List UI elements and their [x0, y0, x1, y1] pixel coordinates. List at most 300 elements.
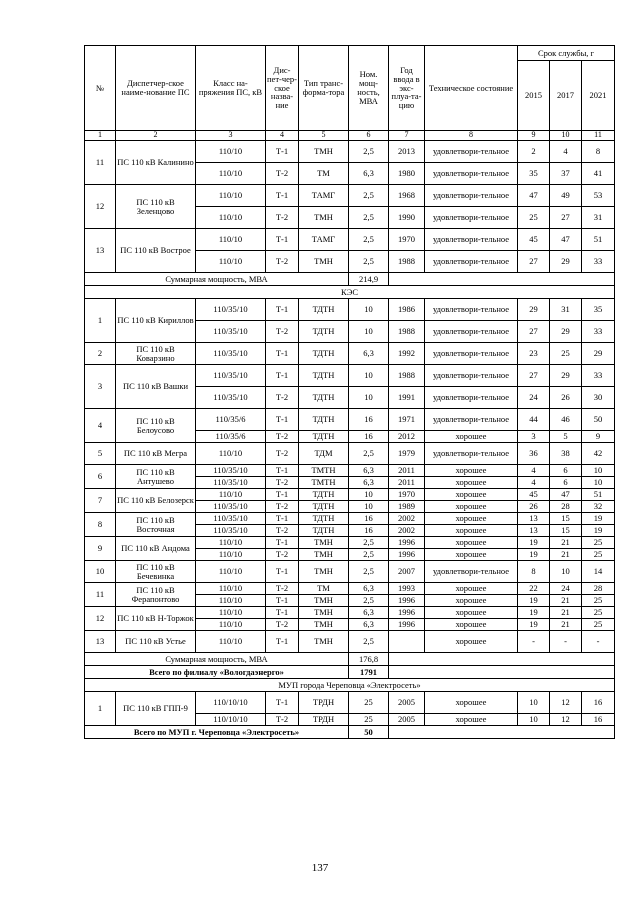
service-2017-cell: 49: [550, 185, 582, 207]
row-number: 6: [85, 465, 116, 489]
year-cell: 1986: [389, 299, 425, 321]
service-2017-cell: 6: [550, 477, 582, 489]
service-2021-cell: 51: [582, 229, 615, 251]
transformer-type-cell: ТДМ: [299, 443, 349, 465]
header-2017: 2017: [550, 61, 582, 131]
transformer-type-cell: ТМН: [299, 207, 349, 229]
row-number: 2: [85, 343, 116, 365]
table-row: [85, 443, 615, 465]
transformer-type-cell: ТМН: [299, 549, 349, 561]
power-cell: 16: [349, 431, 389, 443]
colnum: 8: [425, 131, 518, 141]
year-cell: 1996: [389, 595, 425, 607]
service-2021-cell: 31: [582, 207, 615, 229]
service-2017-cell: 29: [550, 321, 582, 343]
service-2021-cell: 33: [582, 251, 615, 273]
dispatch-name-cell: Т-1: [266, 343, 299, 365]
service-2021-cell: 33: [582, 321, 615, 343]
state-cell: удовлетвори-тельное: [425, 561, 518, 583]
power-cell: 10: [349, 365, 389, 387]
substation-name: ПС 110 кВ Антушево: [116, 465, 196, 489]
service-2017-cell: 12: [550, 714, 582, 726]
state-cell: удовлетвори-тельное: [425, 141, 518, 163]
table-row: [85, 343, 615, 365]
voltage-cell: 110/35/10: [196, 501, 266, 513]
year-cell: 2005: [389, 692, 425, 714]
year-cell: 1993: [389, 583, 425, 595]
service-2017-cell: 47: [550, 489, 582, 501]
transformer-type-cell: ТДТН: [299, 365, 349, 387]
dispatch-name-cell: Т-2: [266, 431, 299, 443]
voltage-cell: 110/10: [196, 561, 266, 583]
state-cell: удовлетвори-тельное: [425, 229, 518, 251]
transformer-type-cell: ТРДН: [299, 714, 349, 726]
header-state: Техническое состояние: [425, 46, 518, 131]
service-2015-cell: 24: [518, 387, 550, 409]
dispatch-name-cell: Т-2: [266, 619, 299, 631]
year-cell: 1988: [389, 321, 425, 343]
power-cell: 10: [349, 321, 389, 343]
state-cell: хорошее: [425, 549, 518, 561]
power-cell: 16: [349, 525, 389, 537]
transformer-type-cell: ТМН: [299, 619, 349, 631]
header-type: Тип транс-форма-тора: [299, 46, 349, 131]
transformer-type-cell: ТМН: [299, 595, 349, 607]
header-service: Срок службы, г: [518, 46, 615, 61]
table-row: [85, 537, 615, 549]
summary-row: [85, 666, 615, 679]
power-cell: 2,5: [349, 549, 389, 561]
header-year: Год ввода в экс-плуа-та-цию: [389, 46, 425, 131]
row-number: 5: [85, 443, 116, 465]
transformer-type-cell: ТДТН: [299, 513, 349, 525]
summary-label: Всего по филиалу «Вологдаэнерго»: [85, 666, 349, 679]
service-2017-cell: 27: [550, 207, 582, 229]
service-2015-cell: -: [518, 631, 550, 653]
table-row: [85, 365, 615, 387]
table-row: [85, 607, 615, 619]
service-2017-cell: 21: [550, 549, 582, 561]
colnum: 1: [85, 131, 116, 141]
row-number: 1: [85, 299, 116, 343]
colnum: 4: [266, 131, 299, 141]
substation-name: ПС 110 кВ Белоусово: [116, 409, 196, 443]
service-2021-cell: 29: [582, 343, 615, 365]
year-cell: 1971: [389, 409, 425, 431]
service-2021-cell: 32: [582, 501, 615, 513]
service-2015-cell: 8: [518, 561, 550, 583]
row-number: 12: [85, 185, 116, 229]
service-2017-cell: 29: [550, 365, 582, 387]
table-row: [85, 299, 615, 321]
state-cell: удовлетвори-тельное: [425, 387, 518, 409]
voltage-cell: 110/35/10: [196, 365, 266, 387]
year-cell: [389, 631, 425, 653]
service-2021-cell: 28: [582, 583, 615, 595]
transformer-type-cell: ТДТН: [299, 321, 349, 343]
dispatch-name-cell: Т-2: [266, 321, 299, 343]
substation-name: ПС 110 кВ Коварзино: [116, 343, 196, 365]
service-2015-cell: 19: [518, 619, 550, 631]
service-2021-cell: 35: [582, 299, 615, 321]
service-2021-cell: 33: [582, 365, 615, 387]
service-2015-cell: 27: [518, 321, 550, 343]
power-cell: 10: [349, 489, 389, 501]
state-cell: удовлетвори-тельное: [425, 299, 518, 321]
transformer-type-cell: ТРДН: [299, 692, 349, 714]
state-cell: удовлетвори-тельное: [425, 185, 518, 207]
dispatch-name-cell: Т-1: [266, 513, 299, 525]
power-cell: 2,5: [349, 229, 389, 251]
service-2017-cell: 37: [550, 163, 582, 185]
state-cell: хорошее: [425, 714, 518, 726]
year-cell: 2012: [389, 431, 425, 443]
service-2021-cell: 53: [582, 185, 615, 207]
transformer-table: [84, 45, 615, 739]
service-2017-cell: 38: [550, 443, 582, 465]
row-number: 1: [85, 692, 116, 726]
year-cell: 1970: [389, 489, 425, 501]
header-name: Диспетчер-ское наиме-нование ПС: [116, 46, 196, 131]
service-2015-cell: 13: [518, 513, 550, 525]
table-row: [85, 583, 615, 595]
summary-value: 176,8: [349, 653, 389, 666]
dispatch-name-cell: Т-2: [266, 207, 299, 229]
service-2021-cell: 25: [582, 619, 615, 631]
summary-empty: [389, 653, 615, 666]
table-row: [85, 489, 615, 501]
row-number: 12: [85, 607, 116, 631]
voltage-cell: 110/35/10: [196, 343, 266, 365]
header-2015: 2015: [518, 61, 550, 131]
voltage-cell: 110/10: [196, 619, 266, 631]
dispatch-name-cell: Т-1: [266, 185, 299, 207]
service-2017-cell: 26: [550, 387, 582, 409]
substation-name: ПС 110 кВ Устье: [116, 631, 196, 653]
state-cell: удовлетвори-тельное: [425, 443, 518, 465]
service-2021-cell: 10: [582, 477, 615, 489]
state-cell: удовлетвори-тельное: [425, 163, 518, 185]
transformer-type-cell: ТМН: [299, 141, 349, 163]
transformer-type-cell: ТДТН: [299, 387, 349, 409]
header-no: №: [85, 46, 116, 131]
service-2017-cell: 47: [550, 229, 582, 251]
service-2015-cell: 45: [518, 489, 550, 501]
year-cell: 1970: [389, 229, 425, 251]
year-cell: 1989: [389, 501, 425, 513]
transformer-type-cell: ТМН: [299, 251, 349, 273]
power-cell: 6,3: [349, 619, 389, 631]
table-row: [85, 229, 615, 251]
service-2021-cell: 19: [582, 525, 615, 537]
table-row: [85, 561, 615, 583]
service-2017-cell: -: [550, 631, 582, 653]
year-cell: 2005: [389, 714, 425, 726]
service-2021-cell: 41: [582, 163, 615, 185]
summary-value: 214,9: [349, 273, 389, 286]
transformer-type-cell: ТАМГ: [299, 229, 349, 251]
service-2021-cell: 10: [582, 465, 615, 477]
voltage-cell: 110/10: [196, 185, 266, 207]
year-cell: 1988: [389, 365, 425, 387]
header-row: [85, 46, 615, 61]
dispatch-name-cell: Т-2: [266, 525, 299, 537]
service-2021-cell: 25: [582, 537, 615, 549]
voltage-cell: 110/10: [196, 631, 266, 653]
dispatch-name-cell: Т-2: [266, 443, 299, 465]
service-2017-cell: 21: [550, 619, 582, 631]
substation-name: ПС 110 кВ Кириллов: [116, 299, 196, 343]
service-2015-cell: 3: [518, 431, 550, 443]
voltage-cell: 110/35/10: [196, 477, 266, 489]
service-2015-cell: 44: [518, 409, 550, 431]
service-2017-cell: 46: [550, 409, 582, 431]
substation-name: ПС 110 кВ Белозерск: [116, 489, 196, 513]
dispatch-name-cell: Т-1: [266, 607, 299, 619]
service-2021-cell: 8: [582, 141, 615, 163]
transformer-type-cell: ТМН: [299, 631, 349, 653]
row-number: 3: [85, 365, 116, 409]
year-cell: 1996: [389, 537, 425, 549]
voltage-cell: 110/35/10: [196, 387, 266, 409]
power-cell: 6,3: [349, 343, 389, 365]
year-cell: 1992: [389, 343, 425, 365]
service-2015-cell: 19: [518, 549, 550, 561]
dispatch-name-cell: Т-2: [266, 583, 299, 595]
state-cell: хорошее: [425, 595, 518, 607]
substation-name: ПС 110 кВ Ферапонтово: [116, 583, 196, 607]
transformer-type-cell: ТМН: [299, 607, 349, 619]
transformer-type-cell: ТДТН: [299, 501, 349, 513]
year-cell: 2002: [389, 525, 425, 537]
colnum: 7: [389, 131, 425, 141]
substation-name: ПС 110 кВ Восточная: [116, 513, 196, 537]
state-cell: хорошее: [425, 607, 518, 619]
voltage-cell: 110/35/10: [196, 299, 266, 321]
service-2021-cell: 25: [582, 607, 615, 619]
voltage-cell: 110/35/10: [196, 513, 266, 525]
state-cell: хорошее: [425, 501, 518, 513]
row-number: 4: [85, 409, 116, 443]
dispatch-name-cell: Т-1: [266, 692, 299, 714]
row-number: 11: [85, 141, 116, 185]
colnum: 10: [550, 131, 582, 141]
voltage-cell: 110/35/10: [196, 465, 266, 477]
service-2015-cell: 47: [518, 185, 550, 207]
power-cell: 6,3: [349, 477, 389, 489]
dispatch-name-cell: Т-2: [266, 714, 299, 726]
year-cell: 1996: [389, 607, 425, 619]
service-2017-cell: 21: [550, 607, 582, 619]
service-2015-cell: 19: [518, 595, 550, 607]
substation-name: ПС 110 кВ Н-Торжок: [116, 607, 196, 631]
service-2015-cell: 27: [518, 251, 550, 273]
substation-name: ПС 110 кВ ГПП-9: [116, 692, 196, 726]
table-row: [85, 465, 615, 477]
voltage-cell: 110/10: [196, 229, 266, 251]
service-2021-cell: 25: [582, 549, 615, 561]
service-2021-cell: 42: [582, 443, 615, 465]
voltage-cell: 110/10: [196, 607, 266, 619]
dispatch-name-cell: Т-1: [266, 631, 299, 653]
dispatch-name-cell: Т-1: [266, 409, 299, 431]
colnum: 11: [582, 131, 615, 141]
substation-name: ПС 110 кВ Мегра: [116, 443, 196, 465]
service-2017-cell: 15: [550, 513, 582, 525]
service-2015-cell: 19: [518, 537, 550, 549]
dispatch-name-cell: Т-2: [266, 501, 299, 513]
dispatch-name-cell: Т-1: [266, 299, 299, 321]
summary-empty: [389, 666, 615, 679]
power-cell: 16: [349, 409, 389, 431]
row-number: 10: [85, 561, 116, 583]
substation-name: ПС 110 кВ Бечевинка: [116, 561, 196, 583]
service-2021-cell: 50: [582, 409, 615, 431]
transformer-type-cell: ТДТН: [299, 343, 349, 365]
state-cell: удовлетвори-тельное: [425, 251, 518, 273]
summary-empty: [389, 273, 615, 286]
year-cell: 1988: [389, 251, 425, 273]
colnum: 3: [196, 131, 266, 141]
state-cell: удовлетвори-тельное: [425, 365, 518, 387]
row-number: 13: [85, 229, 116, 273]
power-cell: 2,5: [349, 631, 389, 653]
row-number: 7: [85, 489, 116, 513]
voltage-cell: 110/10: [196, 251, 266, 273]
year-cell: 1996: [389, 619, 425, 631]
state-cell: удовлетвори-тельное: [425, 343, 518, 365]
power-cell: 10: [349, 299, 389, 321]
service-2015-cell: 4: [518, 477, 550, 489]
state-cell: удовлетвори-тельное: [425, 409, 518, 431]
service-2017-cell: 24: [550, 583, 582, 595]
transformer-type-cell: ТАМГ: [299, 185, 349, 207]
dispatch-name-cell: Т-1: [266, 561, 299, 583]
power-cell: 2,5: [349, 595, 389, 607]
service-2021-cell: 9: [582, 431, 615, 443]
service-2021-cell: 51: [582, 489, 615, 501]
year-cell: 1996: [389, 549, 425, 561]
header-power: Ном. мощ-ность, МВА: [349, 46, 389, 131]
service-2017-cell: 21: [550, 595, 582, 607]
voltage-cell: 110/35/10: [196, 525, 266, 537]
colnum: 2: [116, 131, 196, 141]
page-number: 137: [311, 862, 329, 874]
voltage-cell: 110/10/10: [196, 714, 266, 726]
state-cell: хорошее: [425, 465, 518, 477]
dispatch-name-cell: Т-2: [266, 549, 299, 561]
service-2021-cell: -: [582, 631, 615, 653]
dispatch-name-cell: Т-1: [266, 465, 299, 477]
dispatch-name-cell: Т-2: [266, 163, 299, 185]
transformer-type-cell: ТДТН: [299, 431, 349, 443]
substation-name: ПС 110 кВ Калинино: [116, 141, 196, 185]
state-cell: хорошее: [425, 431, 518, 443]
service-2021-cell: 14: [582, 561, 615, 583]
state-cell: хорошее: [425, 583, 518, 595]
voltage-cell: 110/10: [196, 583, 266, 595]
header-2021: 2021: [582, 61, 615, 131]
service-2015-cell: 2: [518, 141, 550, 163]
voltage-cell: 110/35/10: [196, 321, 266, 343]
transformer-type-cell: ТМН: [299, 561, 349, 583]
dispatch-name-cell: Т-2: [266, 477, 299, 489]
power-cell: 2,5: [349, 185, 389, 207]
year-cell: 1979: [389, 443, 425, 465]
row-number: 11: [85, 583, 116, 607]
dispatch-name-cell: Т-1: [266, 229, 299, 251]
state-cell: удовлетвори-тельное: [425, 207, 518, 229]
service-2017-cell: 4: [550, 141, 582, 163]
power-cell: 2,5: [349, 443, 389, 465]
state-cell: хорошее: [425, 513, 518, 525]
table-row: [85, 692, 615, 714]
table-row: [85, 513, 615, 525]
service-2015-cell: 22: [518, 583, 550, 595]
transformer-type-cell: ТДТН: [299, 299, 349, 321]
table-row: [85, 141, 615, 163]
section-title: МУП города Череповца «Электросеть»: [85, 679, 615, 692]
service-2017-cell: 10: [550, 561, 582, 583]
row-number: 9: [85, 537, 116, 561]
summary-label: Суммарная мощность, МВА: [85, 273, 349, 286]
substation-name: ПС 110 кВ Андома: [116, 537, 196, 561]
power-cell: 2,5: [349, 537, 389, 549]
service-2015-cell: 23: [518, 343, 550, 365]
summary-row: [85, 273, 615, 286]
power-cell: 10: [349, 501, 389, 513]
year-cell: 1968: [389, 185, 425, 207]
header-disp: Дис-пет-чер-ское назва-ние: [266, 46, 299, 131]
table-row: [85, 409, 615, 431]
power-cell: 6,3: [349, 465, 389, 477]
dispatch-name-cell: Т-1: [266, 141, 299, 163]
service-2017-cell: 28: [550, 501, 582, 513]
dispatch-name-cell: Т-1: [266, 537, 299, 549]
voltage-cell: 110/10: [196, 595, 266, 607]
power-cell: 6,3: [349, 163, 389, 185]
voltage-cell: 110/10: [196, 207, 266, 229]
summary-row: [85, 726, 615, 739]
year-cell: 2011: [389, 465, 425, 477]
service-2017-cell: 25: [550, 343, 582, 365]
state-cell: хорошее: [425, 525, 518, 537]
service-2017-cell: 29: [550, 251, 582, 273]
service-2021-cell: 25: [582, 595, 615, 607]
voltage-cell: 110/10: [196, 489, 266, 501]
row-number: 13: [85, 631, 116, 653]
power-cell: 25: [349, 692, 389, 714]
service-2015-cell: 26: [518, 501, 550, 513]
section-title: КЭС: [85, 286, 615, 299]
service-2017-cell: 12: [550, 692, 582, 714]
transformer-type-cell: ТМН: [299, 537, 349, 549]
power-cell: 10: [349, 387, 389, 409]
state-cell: хорошее: [425, 631, 518, 653]
service-2015-cell: 45: [518, 229, 550, 251]
year-cell: 2011: [389, 477, 425, 489]
dispatch-name-cell: Т-2: [266, 251, 299, 273]
transformer-type-cell: ТДТН: [299, 489, 349, 501]
section-row: [85, 286, 615, 299]
dispatch-name-cell: Т-2: [266, 387, 299, 409]
state-cell: хорошее: [425, 619, 518, 631]
service-2015-cell: 13: [518, 525, 550, 537]
summary-row: [85, 653, 615, 666]
transformer-type-cell: ТМТН: [299, 465, 349, 477]
voltage-cell: 110/10/10: [196, 692, 266, 714]
summary-label: Суммарная мощность, МВА: [85, 653, 349, 666]
